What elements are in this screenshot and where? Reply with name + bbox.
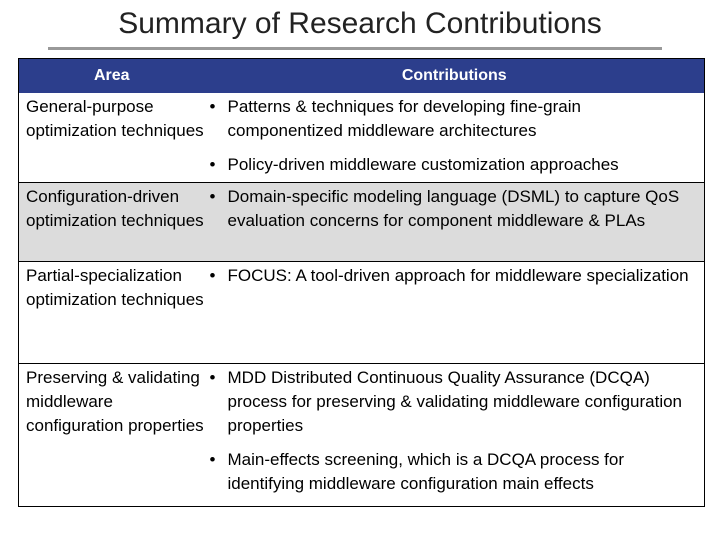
table-row [19,363,705,506]
contributions-cell [205,182,705,261]
contribution-bullet: • Domain-specific modeling language (DSML) to capture QoS evaluation concerns for component middleware & PLAs [209,186,680,230]
contribution-bullet: • Patterns & techniques for developing fine-grain componentized middleware architectures [209,97,581,140]
area-cell: Preserving & validating middleware configuration properties [19,363,205,506]
area-cell: General-purpose optimization techniques [19,93,205,182]
contributions-cell [205,261,705,363]
table-row [19,93,705,182]
title-divider [48,47,662,50]
contributions-cell [205,93,705,182]
contribution-bullet: • FOCUS: A tool-driven approach for middleware specialization [210,264,705,288]
contribution-bullet: • MDD Distributed Continuous Quality Assurance (DCQA) process for preserving & validating middleware configuration properties [209,367,683,435]
bullet-icon: • [209,265,216,285]
contribution-bullet: • Main-effects screening, which is a DCQA process for identifying middleware configuration main effects [209,449,625,493]
table-row [19,261,705,363]
header-contributions: Contributions [205,59,705,94]
bullet-icon: • [209,155,216,174]
table-row [19,182,705,261]
contributions-table [18,58,705,507]
bullet-icon: • [209,97,216,116]
contribution-bullet: • Policy-driven middleware customization approaches [210,153,705,177]
bullet-icon: • [209,449,216,469]
bullet-icon: • [209,367,216,387]
bullet-icon: • [209,186,216,206]
page-title: Summary of Research Contributions [118,7,602,40]
table-header-row [19,59,705,94]
header-area: Area [19,59,205,94]
area-cell: Configuration-driven optimization techniques [19,182,205,261]
area-cell: Partial-specialization optimization techniques [19,261,205,363]
contributions-cell [205,363,705,506]
